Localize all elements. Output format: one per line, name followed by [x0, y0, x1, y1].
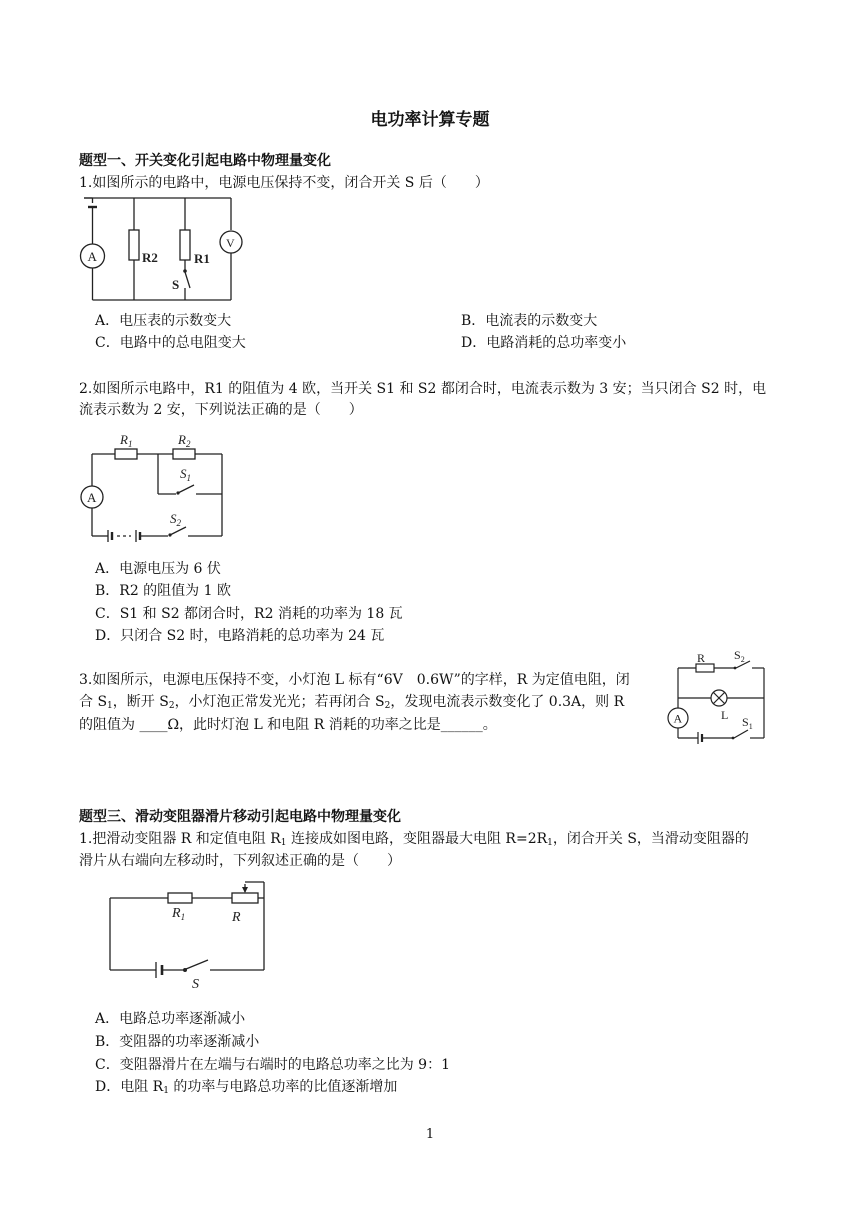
question-3-line-1: 3.如图所示，电源电压保持不变，小灯泡 L 标有“6V 0.6W”的字样，R 为定值电阻，闭 — [79, 672, 630, 688]
circuit-figure-q1 — [76, 194, 251, 306]
question-2-line-2: 流表示数为 2 安，下列说法正确的是（ ） — [79, 402, 363, 418]
section-heading-1: 题型一、开关变化引起电路中物理量变化 — [79, 153, 331, 169]
voltmeter-label: V — [226, 236, 235, 250]
ammeter-label: A — [87, 249, 97, 264]
question-2-line-1: 2.如图所示电路中，R1 的阻值为 4 欧，当开关 S1 和 S2 都闭合时，电流表示数为 3 安；当只闭合 S2 时，电 — [79, 381, 767, 397]
s3q1-option-c: C．变阻器滑片在左端与右端时的电路总功率之比为 9：1 — [95, 1057, 450, 1073]
q2-option-d: D．只闭合 S2 时，电路消耗的总功率为 24 瓦 — [95, 628, 385, 644]
q2-option-c: C．S1 和 S2 都闭合时，R2 消耗的功率为 18 瓦 — [95, 606, 403, 622]
circuit-figure-q3 — [664, 648, 776, 744]
q1-option-b: B．电流表的示数变大 — [461, 313, 598, 329]
circuit-figure-s3q1 — [108, 878, 270, 992]
q2-r1-label: $R_1$ — [120, 432, 133, 449]
q3-lamp-label: L — [721, 708, 729, 722]
q1-option-c: C．电路中的总电阻变大 — [95, 335, 246, 351]
r1-label: R1 — [194, 251, 210, 266]
section-heading-3: 题型三、滑动变阻器滑片移动引起电路中物理量变化 — [79, 809, 401, 825]
page-title: 电功率计算专题 — [370, 110, 490, 130]
s3-switch-label: S — [192, 977, 199, 992]
s3q1-option-b: B．变阻器的功率逐渐减小 — [95, 1034, 260, 1050]
s3-r-label: R — [232, 910, 241, 925]
q1-option-d: D．电路消耗的总功率变小 — [461, 335, 627, 351]
q3-r-label: R — [697, 651, 706, 665]
question-1-text: 1.如图所示的电路中，电源电压保持不变，闭合开关 S 后（ ） — [79, 175, 489, 191]
q2-s2-label: $S_2$ — [170, 511, 181, 528]
page-number: 1 — [425, 1127, 435, 1142]
q1-option-a: A．电压表的示数变大 — [95, 313, 232, 329]
q3-ammeter-label: A — [673, 711, 683, 726]
question-3-line-3: 的阻值为 ____Ω，此时灯泡 L 和电阻 R 消耗的功率之比是______。 — [79, 717, 497, 733]
q2-s1-label: $S_1$ — [180, 466, 191, 483]
q2-ammeter-label: A — [87, 490, 97, 505]
circuit-figure-q2 — [80, 430, 230, 542]
q2-option-a: A．电源电压为 6 伏 — [95, 561, 221, 577]
q2-option-b: B．R2 的阻值为 1 欧 — [95, 583, 231, 599]
q3-s2-label: $S_2$ — [734, 648, 745, 664]
s3-r1-label: $R_1$ — [172, 906, 186, 922]
r2-label: R2 — [142, 250, 158, 265]
q2-r2-label: $R_2$ — [178, 432, 191, 449]
s3q1-option-a: A．电路总功率逐渐减小 — [95, 1011, 246, 1027]
section3-question-1-line-2: 滑片从右端向左移动时，下列叙述正确的是（ ） — [79, 853, 401, 869]
q3-s1-label: $S_1$ — [742, 715, 753, 731]
s3q1-option-d: D．电阻 $R_1$ 的功率与电路总功率的比值逐渐增加 — [95, 1079, 398, 1096]
question-3-line-2: 合 $S_1$，断开 $S_2$，小灯泡正常发光光；若再闭合 $S_2$，发现电流表示数变化了 0.3A，则 R — [79, 694, 625, 711]
switch-label: S — [172, 277, 180, 292]
section3-question-1-line-1: 1.把滑动变阻器 R 和定值电阻 $R_1$ 连接成如图电路，变阻器最大电阻 $R=2R_1$，闭合开关 S，当滑动变阻器的 — [79, 831, 749, 848]
